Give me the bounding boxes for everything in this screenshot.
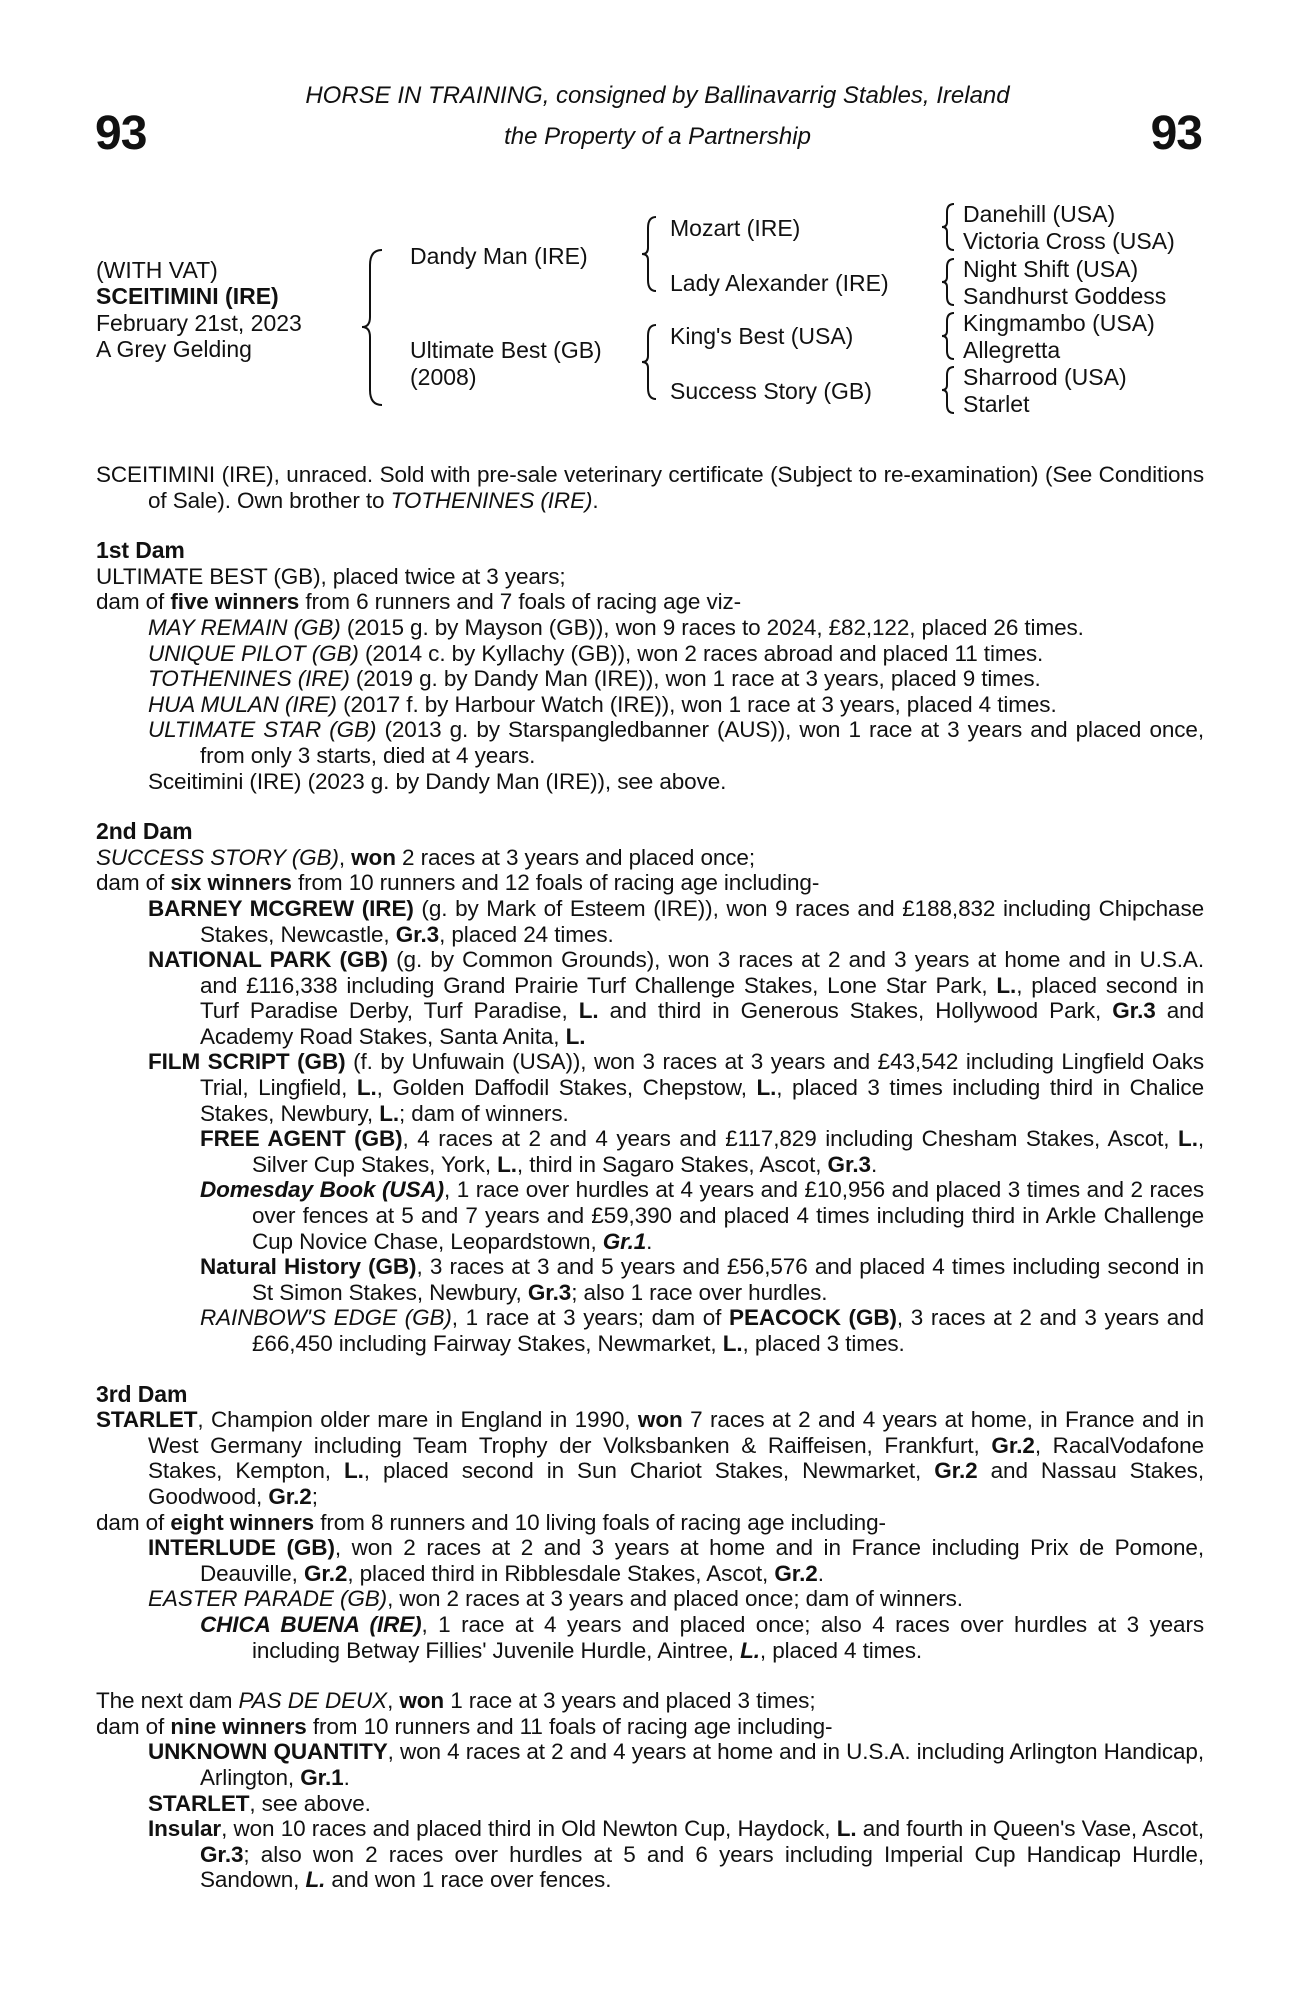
first-dam-foal-2: UNIQUE PILOT (GB) (2014 c. by Kyllachy (GB)), won 2 races abroad and placed 11 times. xyxy=(148,640,1044,666)
lot-number-right: 93 xyxy=(1150,107,1202,160)
second-dam-foal-1: BARNEY MCGREW (IRE) (g. by Mark of Esteem (IRE)), won 9 races and £188,832 including Chipchase Stakes, Newcastle, Gr.3, placed 24 times. xyxy=(148,895,1205,947)
second-dam-produce: dam of six winners from 10 runners and 12 foals of racing age including- xyxy=(96,870,820,896)
horse-name: SCEITIMINI (IRE) xyxy=(96,283,279,309)
intro-paragraph: SCEITIMINI (IRE), unraced. Sold with pre-sale veterinary certificate (Subject to re-examination) (See Conditions of Sale). Own brother to TOTHENINES (IRE). xyxy=(96,462,1204,513)
second-dam-grandfoal-4: RAINBOW'S EDGE (GB), 1 race at 3 years; dam of PEACOCK (GB), 3 races at 2 and 3 years and £66,450 including Fairway Stakes, Newmarket, L., placed 3 times. xyxy=(200,1305,1204,1356)
pedigree-brace-g2 xyxy=(940,257,958,307)
first-dam-foal-3: TOTHENINES (IRE) (2019 g. by Dandy Man (IRE)), won 1 race at 3 years, placed 9 times. xyxy=(148,666,1041,692)
pedigree-brace-dam xyxy=(640,322,660,402)
next-dam-line: The next dam PAS DE DEUX, won 1 race at 3 years and placed 3 times; xyxy=(96,1688,816,1714)
second-dam-grandfoal-2: Domesday Book (USA), 1 race over hurdles at 4 years and £10,956 and placed 3 times and 2 races over fences at 5 and 7 years and £59,390 and placed 4 times including third in Arkle Challenge Cup Novice Chase, Leopardstown, Gr.1. xyxy=(200,1177,1204,1254)
dam-year: (2008) xyxy=(410,364,477,390)
second-dam-foal-2: NATIONAL PARK (GB) (g. by Common Grounds), won 3 races at 2 and 3 years at home and in U.S.A. and £116,338 including Grand Prairie Turf Challenge Stakes, Lone Star Park, L., placed second in Turf Paradise Derby, Turf Paradise, L. and third in Generous Stakes, Hollywood Park, Gr.3 and Academy Road Stakes, Santa Anita, L. xyxy=(148,947,1204,1049)
consignor-line: HORSE IN TRAINING, consigned by Ballinavarrig Stables, Ireland xyxy=(305,82,1010,109)
great-grandparent-1: Danehill (USA) xyxy=(963,201,1116,227)
third-dam-foal-1: INTERLUDE (GB), won 2 races at 2 and 3 years at home and in France including Prix de Pomone, Deauville, Gr.2, placed third in Ribblesdale Stakes, Ascot, Gr.2. xyxy=(148,1535,1204,1586)
lot-number-left: 93 xyxy=(95,107,147,160)
first-dam-line: ULTIMATE BEST (GB), placed twice at 3 years; xyxy=(96,563,566,589)
pedigree-brace-g3 xyxy=(940,311,958,361)
dam-name: Ultimate Best (GB) xyxy=(410,337,602,363)
great-grandparent-5: Kingmambo (USA) xyxy=(963,310,1155,336)
first-dam-foal-1: MAY REMAIN (GB) (2015 g. by Mayson (GB)), won 9 races to 2024, £82,122, placed 26 times. xyxy=(148,614,1084,640)
horse-dob: February 21st, 2023 xyxy=(96,310,302,336)
third-dam-grandfoal-1: CHICA BUENA (IRE), 1 race at 4 years and placed once; also 4 races over hurdles at 3 years including Betway Fillies' Juvenile Hurdle, Aintree, L., placed 4 times. xyxy=(200,1611,1205,1663)
next-dam-foal-1: UNKNOWN QUANTITY, won 4 races at 2 and 4 years at home and in U.S.A. including Arlington Handicap, Arlington, Gr.1. xyxy=(148,1739,1204,1790)
sire-dam: Lady Alexander (IRE) xyxy=(670,270,889,296)
dam-sire: King's Best (USA) xyxy=(670,323,854,349)
second-dam-line: SUCCESS STORY (GB), won 2 races at 3 years and placed once; xyxy=(96,844,755,870)
second-dam-heading: 2nd Dam xyxy=(96,818,193,845)
first-dam-heading: 1st Dam xyxy=(96,537,185,564)
pedigree-brace-g4 xyxy=(940,365,958,415)
third-dam-heading: 3rd Dam xyxy=(96,1380,188,1407)
great-grandparent-7: Sharrood (USA) xyxy=(963,364,1127,390)
dam-dam: Success Story (GB) xyxy=(670,378,872,404)
first-dam-foal-5: ULTIMATE STAR (GB) (2013 g. by Starspangledbanner (AUS)), won 1 race at 3 years and placed once, from only 3 starts, died at 4 years. xyxy=(148,717,1204,768)
first-dam-foal-6: Sceitimini (IRE) (2023 g. by Dandy Man (IRE)), see above. xyxy=(148,768,727,794)
second-dam-grandfoal-1: FREE AGENT (GB), 4 races at 2 and 4 years and £117,829 including Chesham Stakes, Ascot, L., Silver Cup Stakes, York, L., third in Sagaro Stakes, Ascot, Gr.3. xyxy=(200,1126,1204,1177)
horse-description: A Grey Gelding xyxy=(96,336,252,362)
great-grandparent-6: Allegretta xyxy=(963,337,1061,363)
pedigree-brace-main xyxy=(360,245,390,410)
next-dam-produce: dam of nine winners from 10 runners and 11 foals of racing age including- xyxy=(96,1713,833,1739)
third-dam-line: STARLET, Champion older mare in England in 1990, won 7 races at 2 and 4 years at home, in France and in West Germany including Team Trophy der Volksbanken & Raiffeisen, Frankfurt, Gr.2, RacalVodafone Stakes, Kempton, L., placed second in Sun Chariot Stakes, Newmarket, Gr.2 and Nassau Stakes, Goodwood, Gr.2; xyxy=(96,1407,1204,1509)
next-dam-foal-2: STARLET, see above. xyxy=(148,1790,371,1816)
property-line: the Property of a Partnership xyxy=(504,123,811,150)
sire-sire: Mozart (IRE) xyxy=(670,215,801,241)
sire-name: Dandy Man (IRE) xyxy=(410,243,588,269)
great-grandparent-2: Victoria Cross (USA) xyxy=(963,228,1175,254)
second-dam-foal-3: FILM SCRIPT (GB) (f. by Unfuwain (USA)), won 3 races at 3 years and £43,542 including Lingfield Oaks Trial, Lingfield, L., Golden Daffodil Stakes, Chepstow, L., placed 3 times including third in Chalice Stakes, Newbury, L.; dam of winners. xyxy=(148,1049,1204,1126)
great-grandparent-3: Night Shift (USA) xyxy=(963,256,1139,282)
pedigree-brace-g1 xyxy=(940,202,958,252)
second-dam-grandfoal-3: Natural History (GB), 3 races at 3 and 5 years and £56,576 and placed 4 times including second in St Simon Stakes, Newbury, Gr.3; also 1 race over hurdles. xyxy=(200,1254,1204,1305)
first-dam-produce: dam of five winners from 6 runners and 7 foals of racing age viz- xyxy=(96,589,742,615)
third-dam-foal-2: EASTER PARADE (GB), won 2 races at 3 years and placed once; dam of winners. xyxy=(148,1586,963,1612)
pedigree-brace-sire xyxy=(640,214,660,294)
next-dam-foal-3: Insular, won 10 races and placed third in Old Newton Cup, Haydock, L. and fourth in Queen's Vase, Ascot, Gr.3; also won 2 races over hurdles at 5 and 6 years including Imperial Cup Handicap Hurdle, Sandown, L. and won 1 race over fences. xyxy=(148,1816,1204,1893)
third-dam-produce: dam of eight winners from 8 runners and 10 living foals of racing age including- xyxy=(96,1509,886,1535)
great-grandparent-4: Sandhurst Goddess xyxy=(963,283,1167,309)
first-dam-foal-4: HUA MULAN (IRE) (2017 f. by Harbour Watch (IRE)), won 1 race at 3 years, placed 4 times. xyxy=(148,691,1057,717)
vat-label: (WITH VAT) xyxy=(96,257,218,283)
catalogue-body xyxy=(96,462,1204,1893)
great-grandparent-8: Starlet xyxy=(963,391,1030,417)
